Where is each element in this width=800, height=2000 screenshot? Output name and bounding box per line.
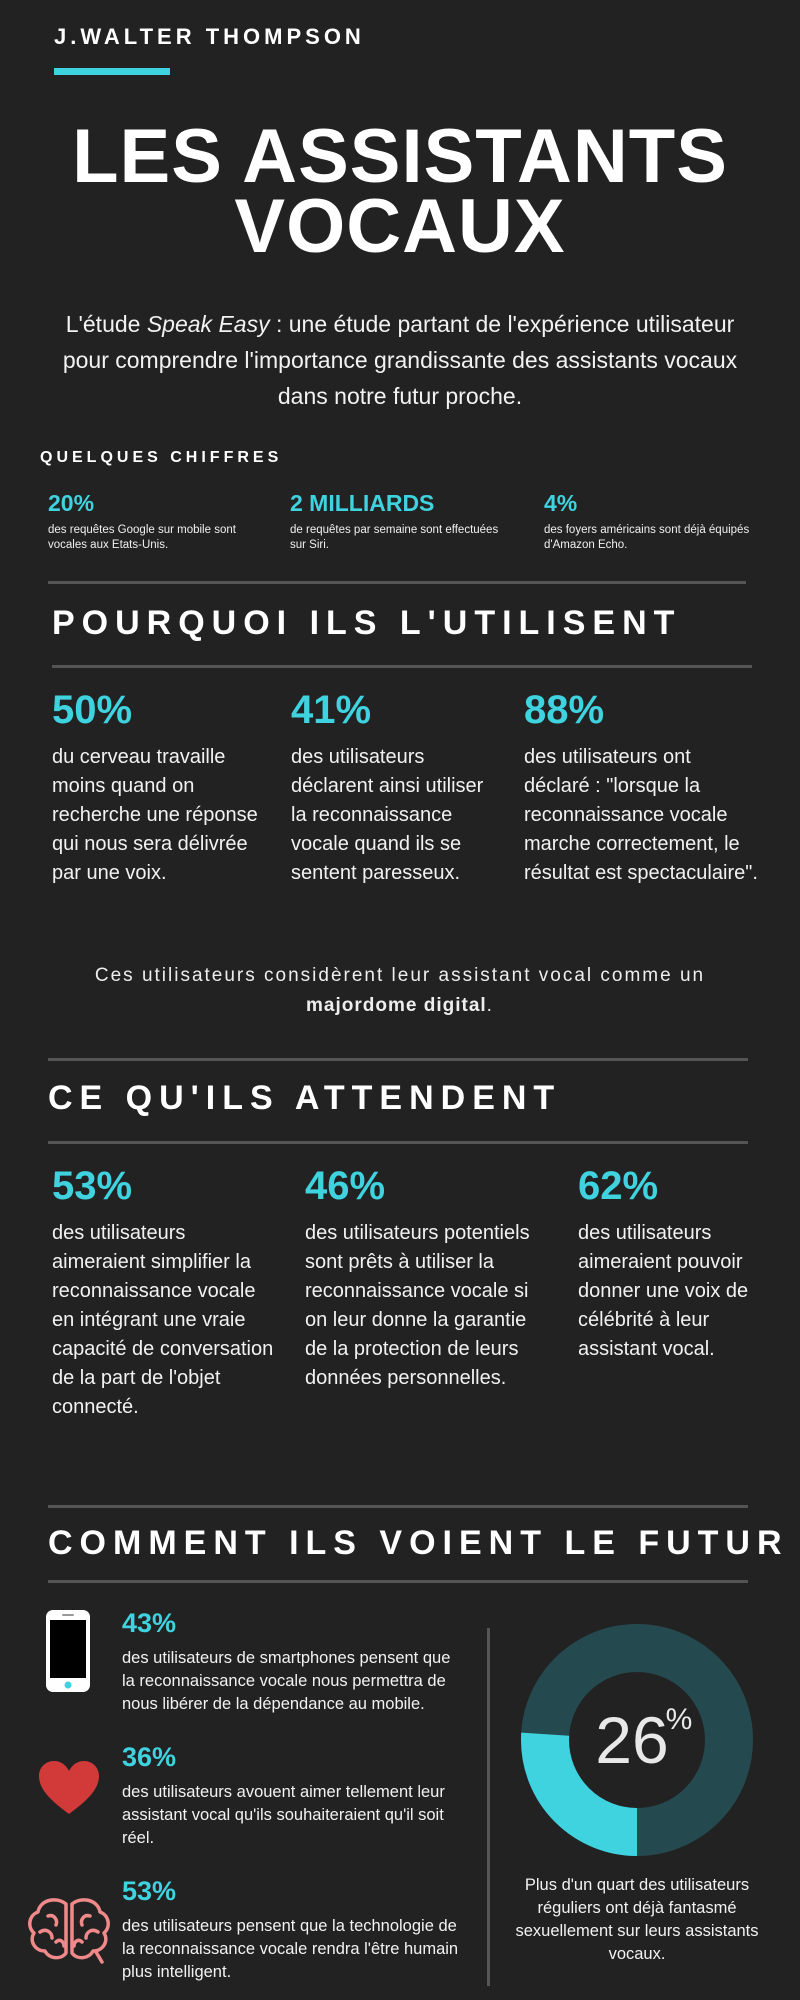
futur-stat [122, 1608, 467, 1716]
divider [48, 1505, 748, 1508]
quote-text: Ces utilisateurs considèrent leur assistant vocal comme un [94, 965, 706, 986]
futur-stat-value: 36% [122, 1742, 177, 1772]
donut-value: 26 [595, 1703, 669, 1777]
kpi [52, 1164, 277, 1422]
futur-stat-text: des utilisateurs de smartphones pensent que la reconnaissance vocale nous permettra de nous libérer de la dépendance au mobile. [122, 1649, 451, 1713]
quote-bold: majordome digital [306, 995, 487, 1016]
vertical-divider [487, 1628, 490, 1986]
intro-prefix: L'étude [65, 311, 147, 337]
kpi-text: des utilisateurs aimeraient pouvoir donner une voix de célébrité à leur assistant vocal. [578, 1222, 749, 1360]
page-title [0, 114, 800, 269]
futur-stat-value: 53% [122, 1876, 177, 1906]
divider [48, 581, 746, 584]
kpi-value: 53% [52, 1164, 133, 1208]
kpi-small-value: 4% [544, 490, 578, 516]
kpi-small-value: 20% [48, 490, 95, 516]
title-line-1: LES ASSISTANTS [72, 114, 728, 199]
brain-icon [26, 1894, 112, 1966]
donut-chart [514, 1617, 760, 1863]
kpi-text: des utilisateurs ont déclaré : "lorsque la reconnaissance vocale marche correctement, le résultat est spectaculaire". [524, 746, 758, 884]
intro-study-name: Speak Easy [146, 311, 270, 337]
kpi [52, 688, 267, 888]
kpi [291, 688, 501, 888]
section-title-futur: COMMENT ILS VOIENT LE FUTUR [48, 1524, 789, 1562]
kpi-text: du cerveau travaille moins quand on recherche une réponse qui nous sera délivrée par une voix. [52, 746, 258, 884]
kpi-value: 88% [524, 688, 605, 732]
kpi [578, 1164, 763, 1364]
kpi-small-text: des foyers américains sont déjà équipés d'Amazon Echo. [544, 524, 750, 551]
quote-majordome [30, 961, 770, 1021]
futur-stat [122, 1742, 467, 1850]
kpi-small [48, 490, 258, 553]
kpi-small [544, 490, 759, 553]
kpi-value: 41% [291, 688, 372, 732]
futur-stat-value: 43% [122, 1608, 177, 1638]
kpi-value: 50% [52, 688, 133, 732]
kpi-value: 62% [578, 1164, 659, 1208]
kpi [305, 1164, 535, 1393]
futur-stat-text: des utilisateurs pensent que la technologie de la reconnaissance vocale rendra l'être humain plus intelligent. [122, 1917, 459, 1981]
kpi-text: des utilisateurs aimeraient simplifier la reconnaissance vocale en intégrant une vraie capacité de conversation de la part de l'objet connecté. [52, 1222, 274, 1418]
title-line-2: VOCAUX [234, 184, 566, 269]
quelques-chiffres-label: QUELQUES CHIFFRES [40, 449, 283, 466]
kpi-small-text: de requêtes par semaine sont effectuées sur Siri. [290, 524, 499, 551]
kpi-text: des utilisateurs potentiels sont prêts à utiliser la reconnaissance vocale si on leur donne la garantie de la protection de leurs données personnelles. [305, 1222, 530, 1389]
quote-end: . [486, 995, 494, 1016]
divider [48, 1580, 748, 1583]
kpi [524, 688, 759, 888]
smartphone-icon [44, 1608, 94, 1696]
donut-caption: Plus d'un quart des utilisateurs réguliers ont déjà fantasmé sexuellement sur leurs assistants vocaux. [515, 1876, 759, 1963]
divider [48, 1141, 748, 1144]
divider [52, 665, 752, 668]
kpi-small [290, 490, 510, 553]
donut-percent-sign: % [665, 1703, 693, 1736]
intro-paragraph [40, 306, 760, 414]
kpi-small-text: des requêtes Google sur mobile sont vocales aux Etats-Unis. [48, 524, 236, 551]
kpi-value: 46% [305, 1164, 386, 1208]
section-title-attendent: CE QU'ILS ATTENDENT [48, 1079, 562, 1117]
divider [48, 1058, 748, 1061]
futur-stat [122, 1876, 467, 1984]
intro-rest: : une étude partant de l'expérience utilisateur pour comprendre l'importance grandissante des assistants vocaux dans notre futur proche. [62, 311, 738, 409]
kpi-small-value: 2 MILLIARDS [290, 490, 435, 516]
kpi-text: des utilisateurs déclarent ainsi utiliser la reconnaissance vocale quand ils se sentent paresseux. [291, 746, 484, 884]
brand-underline [54, 68, 170, 75]
brand-name: J.WALTER THOMPSON [54, 24, 365, 49]
heart-icon [36, 1758, 102, 1818]
futur-stat-text: des utilisateurs avouent aimer tellement leur assistant vocal qu'ils souhaiteraient qu'il soit réel. [122, 1783, 445, 1847]
section-title-pourquoi: POURQUOI ILS L'UTILISENT [52, 604, 682, 642]
